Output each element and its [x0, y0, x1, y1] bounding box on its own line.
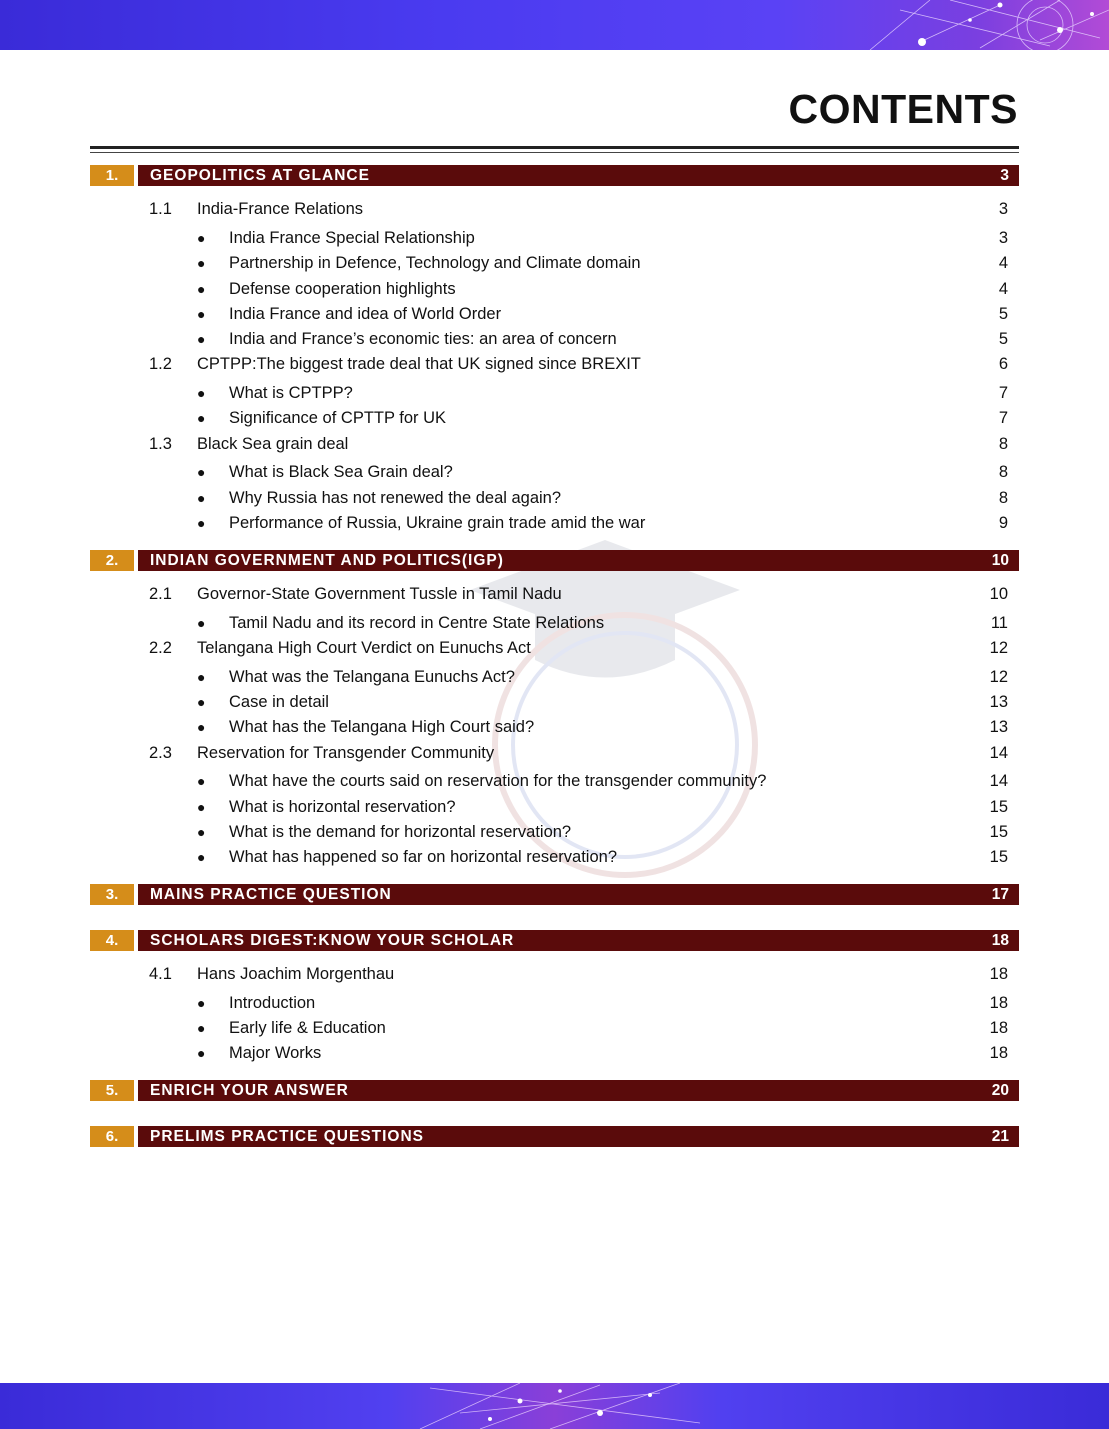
- section-number: 1.2: [149, 355, 172, 373]
- list-item[interactable]: [0, 612, 1109, 634]
- item-title: Major Works: [229, 1044, 322, 1062]
- item-page-number: 15: [989, 823, 1008, 841]
- item-title: Early life & Education: [229, 1019, 386, 1037]
- bullet-icon: ●: [197, 331, 206, 347]
- section-row[interactable]: [0, 433, 1109, 455]
- chapter-bar: [138, 1126, 1019, 1147]
- item-title: India France Special Relationship: [229, 229, 475, 247]
- item-page-number: 3: [998, 229, 1008, 247]
- chapter-page-number: 17: [991, 886, 1009, 903]
- item-page-number: 9: [998, 514, 1008, 532]
- chapter-row[interactable]: [90, 165, 1019, 186]
- bullet-icon: ●: [197, 515, 206, 531]
- chapter-title: GEOPOLITICS AT GLANCE: [150, 167, 370, 184]
- chapter-bar: [138, 930, 1019, 951]
- item-page-number: 13: [989, 718, 1008, 736]
- chapter-row[interactable]: [90, 884, 1019, 905]
- chapter-bar: [138, 1080, 1019, 1101]
- list-item[interactable]: [0, 278, 1109, 300]
- bullet-icon: ●: [197, 1020, 206, 1036]
- list-item[interactable]: [0, 770, 1109, 792]
- section-row[interactable]: [0, 353, 1109, 375]
- section-page-number: 6: [998, 355, 1008, 373]
- chapter-title: MAINS PRACTICE QUESTION: [150, 886, 392, 903]
- list-item[interactable]: [0, 821, 1109, 843]
- list-item[interactable]: [0, 487, 1109, 509]
- chapter-page-number: 10: [991, 552, 1009, 569]
- item-title: Why Russia has not renewed the deal again?: [229, 489, 562, 507]
- section-page-number: 3: [998, 200, 1008, 218]
- list-item[interactable]: [0, 382, 1109, 404]
- section-row[interactable]: [0, 742, 1109, 764]
- section-number: 2.1: [149, 585, 172, 603]
- chapter-row[interactable]: [90, 550, 1019, 571]
- list-item[interactable]: [0, 796, 1109, 818]
- section-number: 1.3: [149, 435, 172, 453]
- item-title: What have the courts said on reservation for the transgender community?: [229, 772, 767, 790]
- item-title: Defense cooperation highlights: [229, 280, 456, 298]
- item-page-number: 8: [998, 489, 1008, 507]
- item-title: What is horizontal reservation?: [229, 798, 456, 816]
- chapter-bar: [138, 165, 1019, 186]
- bullet-icon: ●: [197, 490, 206, 506]
- item-title: Partnership in Defence, Technology and Climate domain: [229, 254, 641, 272]
- list-item[interactable]: [0, 227, 1109, 249]
- section-number: 2.2: [149, 639, 172, 657]
- section-title: Telangana High Court Verdict on Eunuchs Act: [197, 639, 531, 657]
- item-title: What was the Telangana Eunuchs Act?: [229, 668, 515, 686]
- list-item[interactable]: [0, 328, 1109, 350]
- section-title: CPTPP:The biggest trade deal that UK signed since BREXIT: [197, 355, 641, 373]
- section-page-number: 8: [998, 435, 1008, 453]
- chapter-title: PRELIMS PRACTICE QUESTIONS: [150, 1128, 425, 1145]
- list-item[interactable]: [0, 666, 1109, 688]
- section-row[interactable]: [0, 583, 1109, 605]
- chapter-page-number: 3: [1000, 167, 1009, 184]
- chapter-bar: [138, 884, 1019, 905]
- section-row[interactable]: [0, 963, 1109, 985]
- item-title: What has happened so far on horizontal reservation?: [229, 848, 617, 866]
- item-page-number: 5: [998, 305, 1008, 323]
- item-title: Introduction: [229, 994, 316, 1012]
- bullet-icon: ●: [197, 799, 206, 815]
- bullet-icon: ●: [197, 694, 206, 710]
- bullet-icon: ●: [197, 995, 206, 1011]
- item-title: Case in detail: [229, 693, 329, 711]
- chapter-number: 1.: [90, 165, 134, 186]
- list-item[interactable]: [0, 716, 1109, 738]
- section-row[interactable]: [0, 637, 1109, 659]
- chapter-number: 4.: [90, 930, 134, 951]
- item-page-number: 11: [990, 614, 1008, 632]
- list-item[interactable]: [0, 461, 1109, 483]
- list-item[interactable]: [0, 992, 1109, 1014]
- item-page-number: 7: [998, 409, 1008, 427]
- bullet-icon: ●: [197, 255, 206, 271]
- bullet-icon: ●: [197, 669, 206, 685]
- list-item[interactable]: [0, 252, 1109, 274]
- list-item[interactable]: [0, 407, 1109, 429]
- item-page-number: 18: [989, 1019, 1008, 1037]
- item-page-number: 15: [989, 848, 1008, 866]
- section-row[interactable]: [0, 198, 1109, 220]
- list-item[interactable]: [0, 691, 1109, 713]
- bullet-icon: ●: [197, 306, 206, 322]
- list-item[interactable]: [0, 1017, 1109, 1039]
- bullet-icon: ●: [197, 773, 206, 789]
- item-page-number: 18: [989, 1044, 1008, 1062]
- chapter-number: 3.: [90, 884, 134, 905]
- section-page-number: 18: [989, 965, 1008, 983]
- section-title: India-France Relations: [197, 200, 363, 218]
- list-item[interactable]: [0, 303, 1109, 325]
- item-page-number: 14: [989, 772, 1008, 790]
- item-title: What is CPTPP?: [229, 384, 353, 402]
- item-page-number: 12: [989, 668, 1008, 686]
- chapter-title: SCHOLARS DIGEST:KNOW YOUR SCHOLAR: [150, 932, 515, 949]
- chapter-bar: [138, 550, 1019, 571]
- chapter-row[interactable]: [90, 1080, 1019, 1101]
- section-title: Hans Joachim Morgenthau: [197, 965, 395, 983]
- list-item[interactable]: [0, 512, 1109, 534]
- item-title: Performance of Russia, Ukraine grain trade amid the war: [229, 514, 646, 532]
- bottom-decorative-band: [0, 1383, 1109, 1429]
- item-title: What is Black Sea Grain deal?: [229, 463, 453, 481]
- bullet-icon: ●: [197, 281, 206, 297]
- chapter-row[interactable]: [90, 930, 1019, 951]
- item-page-number: 18: [989, 994, 1008, 1012]
- item-page-number: 13: [989, 693, 1008, 711]
- network-graphic-icon: [400, 1383, 720, 1429]
- chapter-title: ENRICH YOUR ANSWER: [150, 1082, 349, 1099]
- bullet-icon: ●: [197, 1045, 206, 1061]
- bullet-icon: ●: [197, 615, 206, 631]
- section-title: Black Sea grain deal: [197, 435, 349, 453]
- section-number: 1.1: [149, 200, 172, 218]
- list-item[interactable]: [0, 1042, 1109, 1064]
- chapter-page-number: 20: [991, 1082, 1009, 1099]
- item-page-number: 15: [989, 798, 1008, 816]
- chapter-number: 5.: [90, 1080, 134, 1101]
- item-page-number: 4: [998, 254, 1008, 272]
- item-title: What is the demand for horizontal reservation?: [229, 823, 572, 841]
- chapter-number: 6.: [90, 1126, 134, 1147]
- item-title: What has the Telangana High Court said?: [229, 718, 535, 736]
- chapter-page-number: 21: [991, 1128, 1009, 1145]
- section-title: Governor-State Government Tussle in Tamil Nadu: [197, 585, 562, 603]
- section-page-number: 14: [989, 744, 1008, 762]
- section-page-number: 12: [989, 639, 1008, 657]
- item-title: India France and idea of World Order: [229, 305, 502, 323]
- section-title: Reservation for Transgender Community: [197, 744, 495, 762]
- bullet-icon: ●: [197, 464, 206, 480]
- bullet-icon: ●: [197, 849, 206, 865]
- chapter-title: INDIAN GOVERNMENT AND POLITICS(IGP): [150, 552, 504, 569]
- page-title: CONTENTS: [788, 86, 1018, 132]
- item-title: India and France’s economic ties: an area of concern: [229, 330, 617, 348]
- section-page-number: 10: [989, 585, 1008, 603]
- section-number: 4.1: [149, 965, 172, 983]
- item-title: Tamil Nadu and its record in Centre State Relations: [229, 614, 605, 632]
- chapter-page-number: 18: [991, 932, 1009, 949]
- bullet-icon: ●: [197, 410, 206, 426]
- item-title: Significance of CPTTP for UK: [229, 409, 447, 427]
- item-page-number: 4: [998, 280, 1008, 298]
- chapter-number: 2.: [90, 550, 134, 571]
- bullet-icon: ●: [197, 230, 206, 246]
- bullet-icon: ●: [197, 824, 206, 840]
- section-number: 2.3: [149, 744, 172, 762]
- item-page-number: 8: [998, 463, 1008, 481]
- item-page-number: 5: [998, 330, 1008, 348]
- bullet-icon: ●: [197, 719, 206, 735]
- list-item[interactable]: [0, 846, 1109, 868]
- chapter-row[interactable]: [90, 1126, 1019, 1147]
- item-page-number: 7: [998, 384, 1008, 402]
- bullet-icon: ●: [197, 385, 206, 401]
